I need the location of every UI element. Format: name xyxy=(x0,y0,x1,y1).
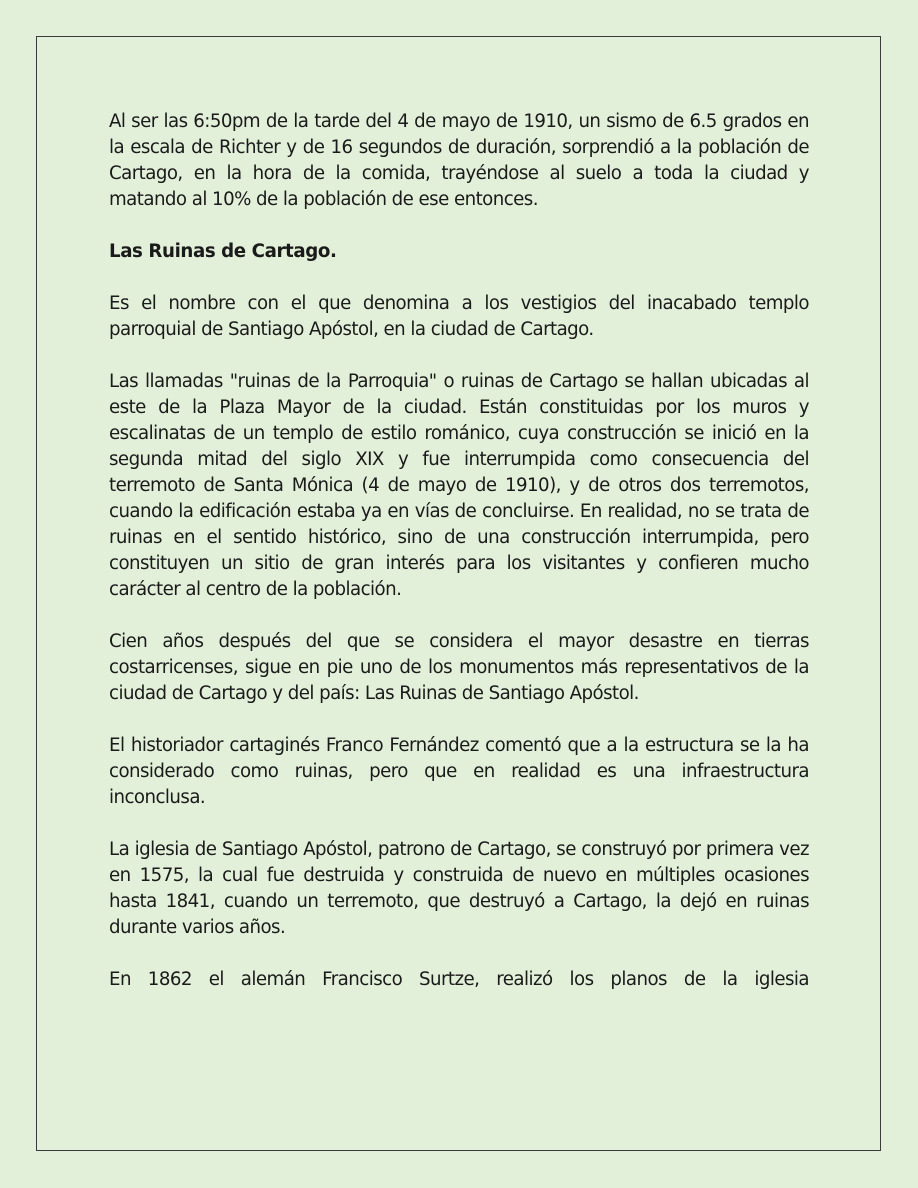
body-paragraph-5: La iglesia de Santiago Apóstol, patrono de Cartago, se construyó por primera vez en 1575, la cual fue destruida y construida de nuevo en múltiples ocasiones hasta 1841, cuando un terremoto, que destruyó a Cartago, la dejó en ruinas durante varios años. xyxy=(109,839,809,938)
body-paragraph-6: En 1862 el alemán Francisco Surtze, realizó los planos de la iglesia xyxy=(109,969,809,990)
section-heading: Las Ruinas de Cartago. xyxy=(109,241,337,262)
body-paragraph-3: Cien años después del que se considera el mayor desastre en tierras costarricenses, sigue en pie uno de los monumentos más representativos de la ciudad de Cartago y del país: Las Ruinas de Santiago Apóstol. xyxy=(109,631,809,704)
body-paragraph-2: Las llamadas "ruinas de la Parroquia" o ruinas de Cartago se hallan ubicadas al este de la Plaza Mayor de la ciudad. Están constituidas por los muros y escalinatas de un templo de estilo románico, cuya construcción se inició en la segunda mitad del siglo XIX y fue interrumpida como consecuencia del terremoto de Santa Mónica (4 de mayo de 1910), y de otros dos terremotos, cuando la edificación estaba ya en vías de concluirse. En realidad, no se trata de ruinas en el sentido histórico, sino de una construcción interrumpida, pero constituyen un sitio de gran interés para los visitantes y confieren mucho carácter al centro de la población. xyxy=(109,371,809,600)
body-paragraph-1: Es el nombre con el que denomina a los vestigios del inacabado templo parroquial de Santiago Apóstol, en la ciudad de Cartago. xyxy=(109,293,809,340)
document-body xyxy=(109,109,809,1019)
intro-paragraph: Al ser las 6:50pm de la tarde del 4 de mayo de 1910, un sismo de 6.5 grados en la escala de Richter y de 16 segundos de duración, sorprendió a la población de Cartago, en la hora de la comida, trayéndose al suelo a toda la ciudad y matando al 10% de la población de ese entonces. xyxy=(109,111,809,210)
body-paragraph-4: El historiador cartaginés Franco Fernández comentó que a la estructura se la ha considerado como ruinas, pero que en realidad es una infraestructura inconclusa. xyxy=(109,735,809,808)
